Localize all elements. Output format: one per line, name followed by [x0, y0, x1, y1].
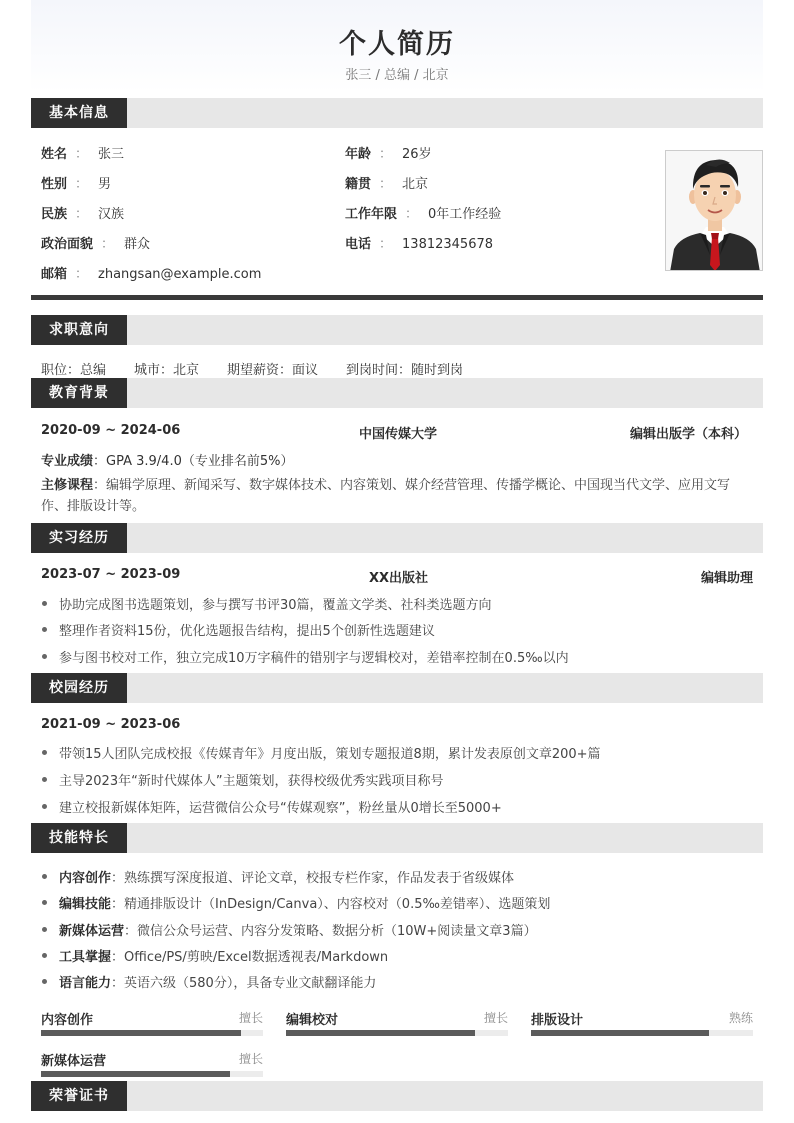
section-header-internship — [31, 523, 763, 553]
intent-arrival: 到岗时间：随时到岗 — [346, 363, 464, 378]
field-colon: ： — [75, 147, 89, 162]
skill-bar-name: 排版设计 — [531, 1013, 584, 1028]
field-ethnic — [41, 203, 124, 222]
gpa-label: 专业成绩 — [41, 454, 94, 469]
education-courses — [41, 475, 753, 517]
section-title-skills: 技能特长 — [31, 823, 127, 853]
courses-value: ：编辑学原理、新闻采写、数字媒体技术、内容策划、媒介经营管理、传播学概论、中国现当代文学、应用文写作、排版设计等。 — [41, 478, 731, 514]
field-label: 年龄 — [345, 147, 372, 162]
intent-row — [41, 359, 463, 378]
field-gender — [41, 173, 111, 192]
skill-item — [59, 867, 514, 886]
section-title-internship: 实习经历 — [31, 523, 127, 553]
skill-bar-fill — [41, 1071, 230, 1077]
field-label: 姓名 — [41, 147, 68, 162]
field-label: 民族 — [41, 207, 68, 222]
page-title: 个人简历 — [339, 29, 455, 60]
skill-bar — [531, 1009, 753, 1043]
avatar — [665, 150, 763, 271]
internship-company: XX出版社 — [369, 571, 429, 586]
skill-item-text: ：微信公众号运营、内容分发策略、数据分析（10W+阅读量文章3篇） — [124, 924, 537, 939]
skill-item-label: 内容创作 — [59, 871, 112, 886]
skill-item-label: 工具掌握 — [59, 950, 112, 965]
skill-bar-level: 擅长 — [483, 1011, 508, 1025]
field-label: 籍贯 — [345, 177, 372, 192]
skill-bar-name: 编辑校对 — [286, 1013, 339, 1028]
internship-item: 协助完成图书选题策划，参与撰写书评30篇，覆盖文学类、社科类选题方向 — [59, 594, 492, 613]
field-value: 男 — [98, 177, 112, 192]
section-header-campus — [31, 673, 763, 703]
field-colon: ： — [75, 177, 89, 192]
skill-item-label: 语言能力 — [59, 976, 112, 991]
campus-item: 主导2023年“新时代媒体人”主题策划，获得校级优秀实践项目称号 — [59, 770, 444, 789]
section-divider — [31, 295, 763, 300]
section-title-honors: 荣誉证书 — [31, 1081, 127, 1111]
section-header-education — [31, 378, 763, 408]
section-header-basic — [31, 98, 763, 128]
intent-position: 职位：总编 — [41, 363, 107, 378]
field-label: 邮箱 — [41, 267, 68, 282]
internship-item: 参与图书校对工作，独立完成10万字稿件的错别字与逻辑校对，差错率控制在0.5‰以内 — [59, 647, 569, 666]
skill-item — [59, 946, 388, 965]
skill-item-text: ：Office/PS/剪映/Excel数据透视表/Markdown — [111, 950, 389, 965]
section-header-honors — [31, 1081, 763, 1111]
field-native-place — [345, 173, 428, 192]
intent-city: 城市：北京 — [134, 363, 200, 378]
field-political — [41, 233, 150, 252]
skill-item-text: ：精通排版设计（InDesign/Canva）、内容校对（0.5‰差错率）、选题策划 — [111, 897, 551, 912]
field-phone — [345, 233, 493, 252]
skill-bar-fill — [41, 1030, 241, 1036]
campus-item: 带领15人团队完成校报《传媒青年》月度出版，策划专题报道8期，累计发表原创文章200+篇 — [59, 743, 601, 762]
section-title-campus: 校园经历 — [31, 673, 127, 703]
skill-item — [59, 920, 537, 939]
field-age — [345, 143, 432, 162]
skill-bar — [286, 1009, 508, 1043]
skill-bar-name: 新媒体运营 — [41, 1054, 107, 1069]
field-email — [41, 263, 261, 282]
gpa-value: ：GPA 3.9/4.0（专业排名前5%） — [93, 454, 294, 469]
field-colon: ： — [379, 147, 393, 162]
skill-item-label: 新媒体运营 — [59, 924, 125, 939]
field-colon: ： — [379, 177, 393, 192]
skill-bar-level: 熟练 — [728, 1011, 753, 1025]
section-header-intent — [31, 315, 763, 345]
section-title-intent: 求职意向 — [31, 315, 127, 345]
education-major: 编辑出版学（本科） — [629, 427, 747, 442]
avatar-illustration — [666, 151, 763, 271]
skill-bar-name: 内容创作 — [41, 1013, 94, 1028]
field-value: 13812345678 — [402, 237, 494, 252]
skill-item-text: ：熟练撰写深度报道、评论文章，校报专栏作家，作品发表于省级媒体 — [111, 871, 515, 886]
field-colon: ： — [75, 207, 89, 222]
skill-bar-track — [41, 1030, 263, 1036]
skill-bar-fill — [286, 1030, 475, 1036]
field-colon: ： — [405, 207, 419, 222]
skill-bar-level: 擅长 — [238, 1011, 263, 1025]
field-colon: ： — [75, 267, 89, 282]
skill-bar — [41, 1009, 263, 1043]
section-header-skills — [31, 823, 763, 853]
field-value: 0年工作经验 — [428, 207, 502, 222]
field-value: 26岁 — [402, 147, 432, 162]
campus-period: 2021-09 ~ 2023-06 — [41, 717, 181, 732]
internship-role: 编辑助理 — [700, 571, 753, 586]
education-school: 中国传媒大学 — [359, 427, 438, 442]
field-value: 北京 — [402, 177, 429, 192]
field-work-years — [345, 203, 501, 222]
field-colon: ： — [101, 237, 115, 252]
field-label: 工作年限 — [345, 207, 398, 222]
field-label: 性别 — [41, 177, 68, 192]
skill-item — [59, 972, 376, 991]
intent-salary: 期望薪资：面议 — [227, 363, 319, 378]
education-gpa — [41, 450, 293, 469]
internship-item: 整理作者资料15份，优化选题报告结构，提出5个创新性选题建议 — [59, 620, 435, 639]
skill-bar-fill — [531, 1030, 709, 1036]
skill-item-text: ：英语六级（580分），具备专业文献翻译能力 — [111, 976, 377, 991]
field-value: 群众 — [124, 237, 151, 252]
campus-item: 建立校报新媒体矩阵，运营微信公众号“传媒观察”，粉丝量从0增长至5000+ — [59, 797, 502, 816]
field-colon: ： — [379, 237, 393, 252]
skill-bar-level: 擅长 — [238, 1052, 263, 1066]
skill-item-label: 编辑技能 — [59, 897, 112, 912]
skill-bar — [41, 1050, 263, 1084]
field-label: 电话 — [345, 237, 372, 252]
courses-label: 主修课程 — [41, 478, 94, 493]
section-title-education: 教育背景 — [31, 378, 127, 408]
internship-period: 2023-07 ~ 2023-09 — [41, 567, 181, 582]
field-label: 政治面貌 — [41, 237, 94, 252]
skill-item — [59, 893, 550, 912]
field-value: 张三 — [98, 147, 125, 162]
field-value: zhangsan@example.com — [98, 267, 262, 282]
page-subtitle: 张三 / 总编 / 北京 — [345, 68, 449, 83]
education-period: 2020-09 ~ 2024-06 — [41, 423, 181, 438]
skill-bar-track — [41, 1071, 263, 1077]
skill-bar-track — [286, 1030, 508, 1036]
field-name — [41, 143, 124, 162]
field-value: 汉族 — [98, 207, 125, 222]
skill-bar-track — [531, 1030, 753, 1036]
section-title-basic: 基本信息 — [31, 98, 127, 128]
